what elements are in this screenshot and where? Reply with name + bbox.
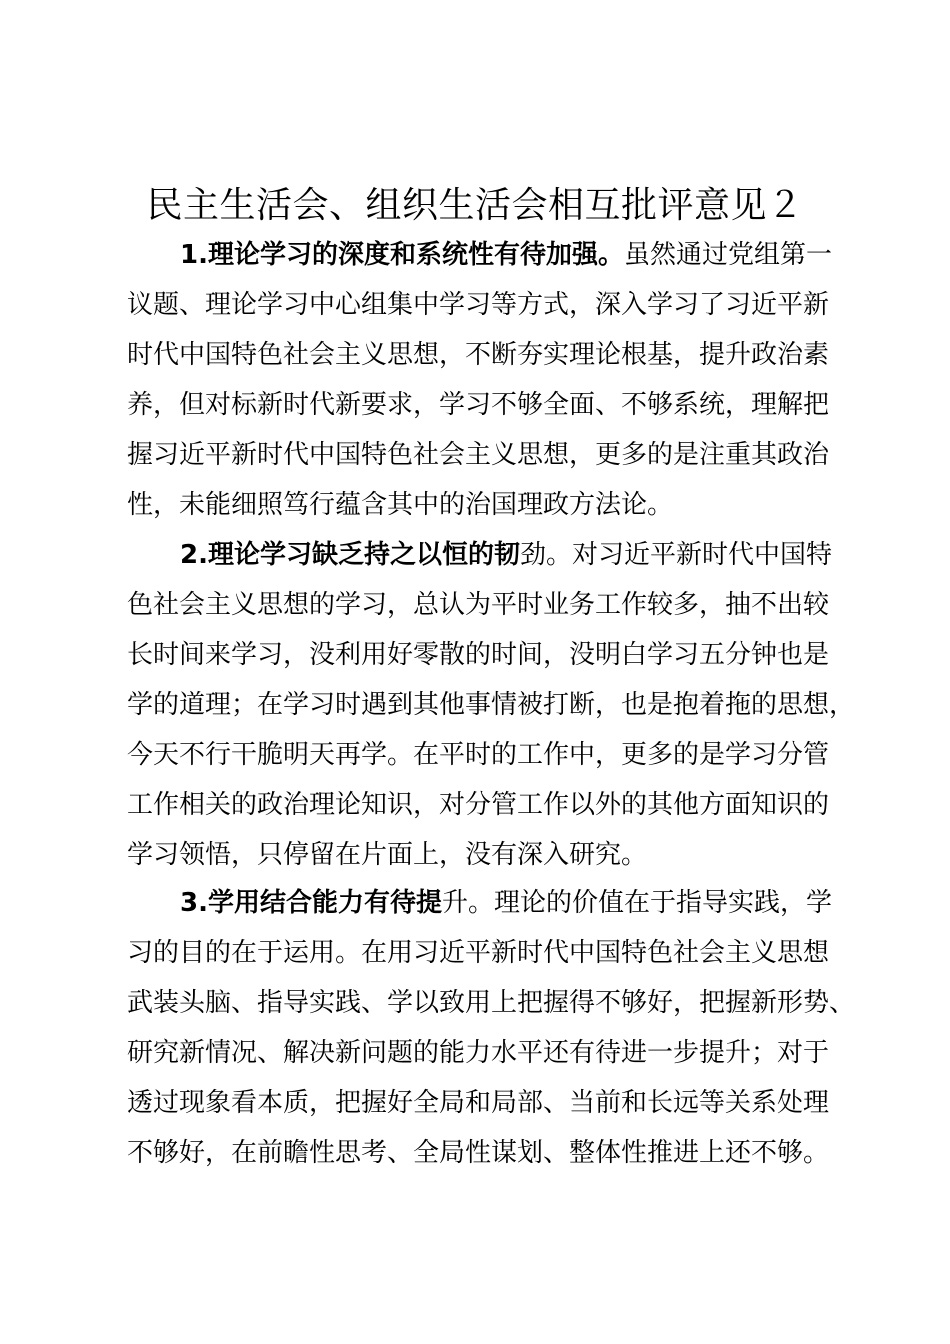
- paragraph-line: 握习近平新时代中国特色社会主义思想，更多的是注重其政治: [127, 440, 830, 470]
- paragraph-line: 武装头脑、指导实践、学以致用上把握得不够好，把握新形势、: [127, 988, 856, 1018]
- paragraph-line: 研究新情况、解决新问题的能力水平还有待进一步提升；对于: [127, 1038, 830, 1068]
- paragraph-line: 透过现象看本质，把握好全局和局部、当前和长远等关系处理: [127, 1088, 830, 1118]
- paragraph-line: 学的道理；在学习时遇到其他事情被打断，也是抱着拖的思想，: [127, 690, 856, 720]
- paragraph-line: 学习领悟，只停留在片面上，没有深入研究。: [127, 840, 648, 870]
- paragraph-line: [127, 530, 833, 580]
- section-heading: 3.学用结合能力有待提: [180, 888, 442, 918]
- paragraph-line: 色社会主义思想的学习，总认为平时业务工作较多，抽不出较: [127, 590, 830, 620]
- section-1: [127, 230, 833, 530]
- paragraph-text: 劲。对习近平新时代中国特: [519, 540, 832, 570]
- paragraph-line: 工作相关的政治理论知识，对分管工作以外的其他方面知识的: [127, 790, 830, 820]
- paragraph-line: 习的目的在于运用。在用习近平新时代中国特色社会主义思想: [127, 938, 830, 968]
- section-heading: 2.理论学习缺乏持之以恒的韧: [180, 540, 520, 570]
- paragraph-line: 今天不行干脆明天再学。在平时的工作中，更多的是学习分管: [127, 740, 830, 770]
- paragraph-line: [127, 878, 833, 928]
- paragraph-line: 议题、理论学习中心组集中学习等方式，深入学习了习近平新: [127, 290, 830, 320]
- document-title: 民主生活会、组织生活会相互批评意见２: [146, 185, 804, 226]
- paragraph-line: 养，但对标新时代新要求，学习不够全面、不够系统，理解把: [127, 390, 830, 420]
- paragraph-line: 不够好，在前瞻性思考、全局性谋划、整体性推进上还不够。: [127, 1138, 830, 1168]
- paragraph-text: 升。理论的价值在于指导实践，学: [441, 888, 832, 918]
- paragraph-text: 虽然通过党组第一: [623, 240, 832, 270]
- paragraph-line: 时代中国特色社会主义思想，不断夯实理论根基，提升政治素: [127, 340, 830, 370]
- section-2: [127, 530, 856, 880]
- section-heading: 1.理论学习的深度和系统性有待加强。: [180, 240, 624, 270]
- paragraph-line: 长时间来学习，没利用好零散的时间，没明白学习五分钟也是: [127, 640, 830, 670]
- section-3: [127, 878, 856, 1178]
- paragraph-line: 性，未能细照笃行蕴含其中的治国理政方法论。: [127, 490, 674, 520]
- paragraph-line: [127, 230, 833, 280]
